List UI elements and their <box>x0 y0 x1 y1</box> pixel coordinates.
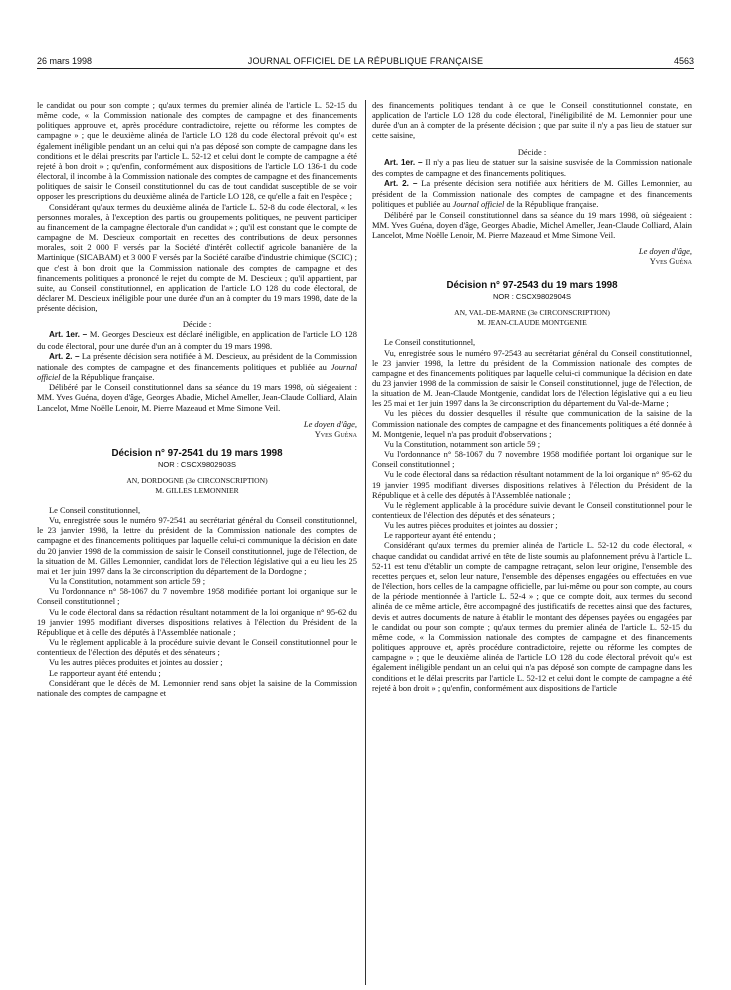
decision-title: Décision n° 97-2541 du 19 mars 1998 <box>111 448 283 459</box>
paragraph: le candidat ou pour son compte ; qu'aux termes du premier alinéa de l'article L. 52-15 du même code, « la Commission nationale des comptes de campagne et des financements politiques approuve et, après procédure contradictoire, rejette ou réforme les comptes de campagne » ; que le deuxième alinéa de l'article LO 128 du code électoral prévoit qu'« est également inéligible pendant un an celui qui n'a pas déposé son compte de campagne dans les conditions et le délai prescrits par l'article L. 52-12 et celui dont le compte de campagne a été rejeté à bon droit » ; qu'enfin, conformément aux dispositions de l'article LO 136-1 du code électoral, il incombe à la Commission nationale des comptes de campagne et des financements politiques de saisir le Conseil constitutionnel du cas de tout candidat susceptible de se voir opposer les prescriptions du deuxième alinéa de l'article LO 128, ce qu'elle a fait en l'espèce ; <box>37 100 357 202</box>
signature-title: Le doyen d'âge, <box>638 246 692 257</box>
paragraph: Le Conseil constitutionnel, <box>384 337 476 348</box>
article-text: La présente décision sera notifiée à M. Descieux, au président de la Commission nationale des comptes de campagne et des financements politiques et publiée au <box>37 350 357 372</box>
decision-nor: NOR : CSCX9802904S <box>493 292 571 302</box>
paragraph: Vu l'ordonnance n° 58-1067 du 7 novembre 1958 modifiée portant loi organique sur le Conseil constitutionnel ; <box>37 586 357 607</box>
decision-candidate: M. JEAN-CLAUDE MONTGENIE <box>477 318 587 328</box>
header-page-number: 4563 <box>673 56 694 66</box>
article-label: Art. 2. – <box>384 179 418 189</box>
decision-constituency: AN, VAL-DE-MARNE (3e CIRCONSCRIPTION) <box>454 308 610 318</box>
paragraph: Vu le code électoral dans sa rédaction résultant notamment de la loi organique n° 95-62 du 19 janvier 1995 modifiant diverses dispositions relatives à l'élection du Président de la République et à celle des députés à l'Assemblée nationale ; <box>37 606 357 637</box>
paragraph: Vu le règlement applicable à la procédure suivie devant le Conseil constitutionnel pour le contentieux de l'élection des députés et des sénateurs ; <box>372 499 692 520</box>
deliberation: Délibéré par le Conseil constitutionnel dans sa séance du 19 mars 1998, où siégeaient : MM. Yves Guéna, doyen d'âge, Georges Abadie, Michel Ameller, Jean-Claude Colliard, Alain Lancelot, Mme Noëlle Lenoir, M. Pierre Mazeaud et Mme Simone Veil. <box>37 382 357 413</box>
left-column <box>37 100 357 698</box>
article-2 <box>37 351 357 382</box>
decide-heading: Décide : <box>182 319 212 330</box>
decision-nor: NOR : CSCX9802903S <box>158 460 236 469</box>
article-text: La présente décision sera notifiée aux héritiers de M. Gilles Lemonnier, au président de la Commission nationale des comptes de campagne et des financements politiques et publiée au <box>372 178 692 210</box>
paragraph: Considérant que le décès de M. Lemonnier rend sans objet la saisine de la Commission nationale des comptes de campagne et <box>37 677 357 698</box>
paragraph: Vu, enregistrée sous le numéro 97-2541 au secrétariat général du Conseil constitutionnel, le 23 janvier 1998, la lettre du président de la Commission nationale des comptes de campagne et des financements politiques par laquelle celui-ci communique la décision en date du 20 janvier 1998 de la commission de saisir le Conseil constitutionnel, juge de l'élection, de la situation de M. Gilles Lemonnier, candidat lors de l'élection législative qui a eu lieu les 25 mai et 1er juin 1997 dans la 3e circonscription du département de la Dordogne ; <box>37 515 357 576</box>
paragraph: Vu le règlement applicable à la procédure suivie devant le Conseil constitutionnel pour le contentieux de l'élection des députés et des sénateurs ; <box>37 637 357 658</box>
header-date: 26 mars 1998 <box>37 56 93 66</box>
article-1 <box>372 157 692 178</box>
article-label: Art. 1er. – <box>49 330 88 340</box>
paragraph: Vu la Constitution, notamment son article 59 ; <box>384 438 541 449</box>
journal-name: Journal officiel <box>452 199 505 210</box>
decide-heading: Décide : <box>517 146 547 157</box>
paragraph: Le rapporteur ayant été entendu ; <box>384 530 496 541</box>
header-journal-title: JOURNAL OFFICIEL DE LA RÉPUBLIQUE FRANÇAISE <box>247 56 484 66</box>
paragraph: Vu les autres pièces produites et jointes au dossier ; <box>384 520 558 531</box>
paragraph: Le Conseil constitutionnel, <box>49 505 141 515</box>
column-divider <box>365 100 366 985</box>
paragraph: Considérant qu'aux termes du premier alinéa de l'article L. 52-12 du code électoral, « chaque candidat ou candidat arrivé en tête de liste soumis au plafonnement prévu à l'article L. 52-11 est tenu d'établir un compte de campagne retraçant, selon leur origine, l'ensemble des recettes perçues et, selon leur nature, l'ensemble des dépenses engagées ou effectuées en vue de l'élection, hors celles de la campagne officielle, par lui-même ou pour son compte, au cours de la période mentionnée à l'article L. 52-4 » ; que ce compte doit, aux termes du second alinéa de ce même article, être accompagné des justificatifs de recettes ainsi que des factures, devis et autres documents de nature à établir le montant des dépenses payées ou engagées par le candidat ou pour son compte ; qu'aux termes du premier alinéa de l'article L. 52-15 du même code, « la Commission nationale des comptes de campagne et des financements politiques approuve et, après procédure contradictoire, rejette ou réforme les comptes de campagne » ; que le deuxième alinéa de l'article LO 128 du code électoral prévoit qu'« est également inéligible pendant un an celui qui n'a pas déposé son compte de campagne dans les conditions et le délai prescrits par l'article L. 52-12 et celui dont le compte de campagne a été rejeté à bon droit » ; qu'enfin, conformément aux dispositions de l'article <box>372 540 692 693</box>
article-text-end: de la République française. <box>504 199 599 210</box>
paragraph: Vu les pièces du dossier desquelles il résulte que communication de la saisine de la Commission nationale des comptes de campagne et des financements politiques a été donnée à M. Montgenie, lequel n'a pas produit d'observations ; <box>372 408 692 439</box>
paragraph: Vu la Constitution, notamment son article 59 ; <box>49 576 206 587</box>
article-label: Art. 2. – <box>49 351 80 361</box>
paragraph: Vu le code électoral dans sa rédaction résultant notamment de la loi organique n° 95-62 du 19 janvier 1995 modifiant diverses dispositions relatives à l'élection du Président de la République et à celle des députés à l'Assemblée nationale ; <box>372 469 692 500</box>
journal-name: Journal officiel <box>37 361 357 383</box>
signature-name: Yves Guéna <box>314 428 357 439</box>
paragraph: Le rapporteur ayant été entendu ; <box>49 667 161 678</box>
header-rule <box>37 68 694 69</box>
paragraph: Vu l'ordonnance n° 58-1067 du 7 novembre 1958 modifiée portant loi organique sur le Conseil constitutionnel ; <box>372 449 692 470</box>
right-column <box>372 100 692 693</box>
article-text: Il n'y a pas lieu de statuer sur la saisine susvisée de la Commission nationale des comptes de campagne et des financements politiques. <box>372 156 692 178</box>
decision-candidate: M. GILLES LEMONNIER <box>155 486 239 495</box>
signature-title: Le doyen d'âge, <box>303 418 357 429</box>
paragraph: des financements politiques tendant à ce que le Conseil constitutionnel constate, en application de l'article LO 128 du code électoral, l'inéligibilité de M. Lemonnier pour une durée d'un an à compter de la présente décision ; que par suite il n'y a pas lieu de statuer sur cette saisine, <box>372 100 692 141</box>
article-2 <box>372 178 692 209</box>
paragraph: Considérant qu'aux termes du deuxième alinéa de l'article L. 52-8 du code électoral, « les personnes morales, à l'exception des partis ou groupements politiques, ne peuvent participer au financement de la campagne électorale d'un candidat » ; qu'il est constant que le compte de campagne de M. Descieux comportait en recettes des contributions de deux personnes morales, soit 2 000 F versés par la Société d'intérêt collectif agricole bananière de la Martinique (SICABAM) et 3 000 F versés par la Société caraïbe d'industrie chimique (SCIC) ; que c'est à bon droit que la Commission nationale des comptes de campagne et des financements politiques a prononcé le rejet du compte de M. Descieux ; qu'il appartient, par suite, au Conseil constitutionnel, en application de l'article LO 128 du code électoral, de déclarer M. Descieux inéligible pour une durée d'un an à compter du 19 mars 1998, date de la présente décision, <box>37 201 357 314</box>
deliberation: Délibéré par le Conseil constitutionnel dans sa séance du 19 mars 1998, où siégeaient : MM. Yves Guéna, doyen d'âge, Georges Abadie, Michel Ameller, Jean-Claude Colliard, Alain Lancelot, Mme Noëlle Lenoir, M. Pierre Mazeaud et Mme Simone Veil. <box>372 209 692 240</box>
decision-constituency: AN, DORDOGNE (3e CIRCONSCRIPTION) <box>126 476 268 485</box>
article-text-end: de la République française. <box>60 372 155 383</box>
signature-name: Yves Guéna <box>649 256 692 267</box>
decision-title: Décision n° 97-2543 du 19 mars 1998 <box>446 280 618 292</box>
article-1 <box>37 329 357 350</box>
paragraph: Vu, enregistrée sous le numéro 97-2543 au secrétariat général du Conseil constitutionnel, le 23 janvier 1998, la lettre du président de la Commission nationale des comptes de campagne et des financements politiques par laquelle celui-ci communique la décision en date du 23 janvier 1998 de la commission de saisir le Conseil constitutionnel, juge de l'élection, de la situation de M. Jean-Claude Montgenie, candidat lors de l'élection législative qui a eu lieu les 25 mai et 1er juin 1997 dans la 3e circonscription du département du Val-de-Marne ; <box>372 347 692 409</box>
article-text: M. Georges Descieux est déclaré inéligible, en application de l'article LO 128 du code électoral, pour une durée d'un an à compter du 19 mars 1998. <box>37 329 357 351</box>
article-label: Art. 1er. – <box>384 157 423 167</box>
paragraph: Vu les autres pièces produites et jointes au dossier ; <box>49 657 223 668</box>
